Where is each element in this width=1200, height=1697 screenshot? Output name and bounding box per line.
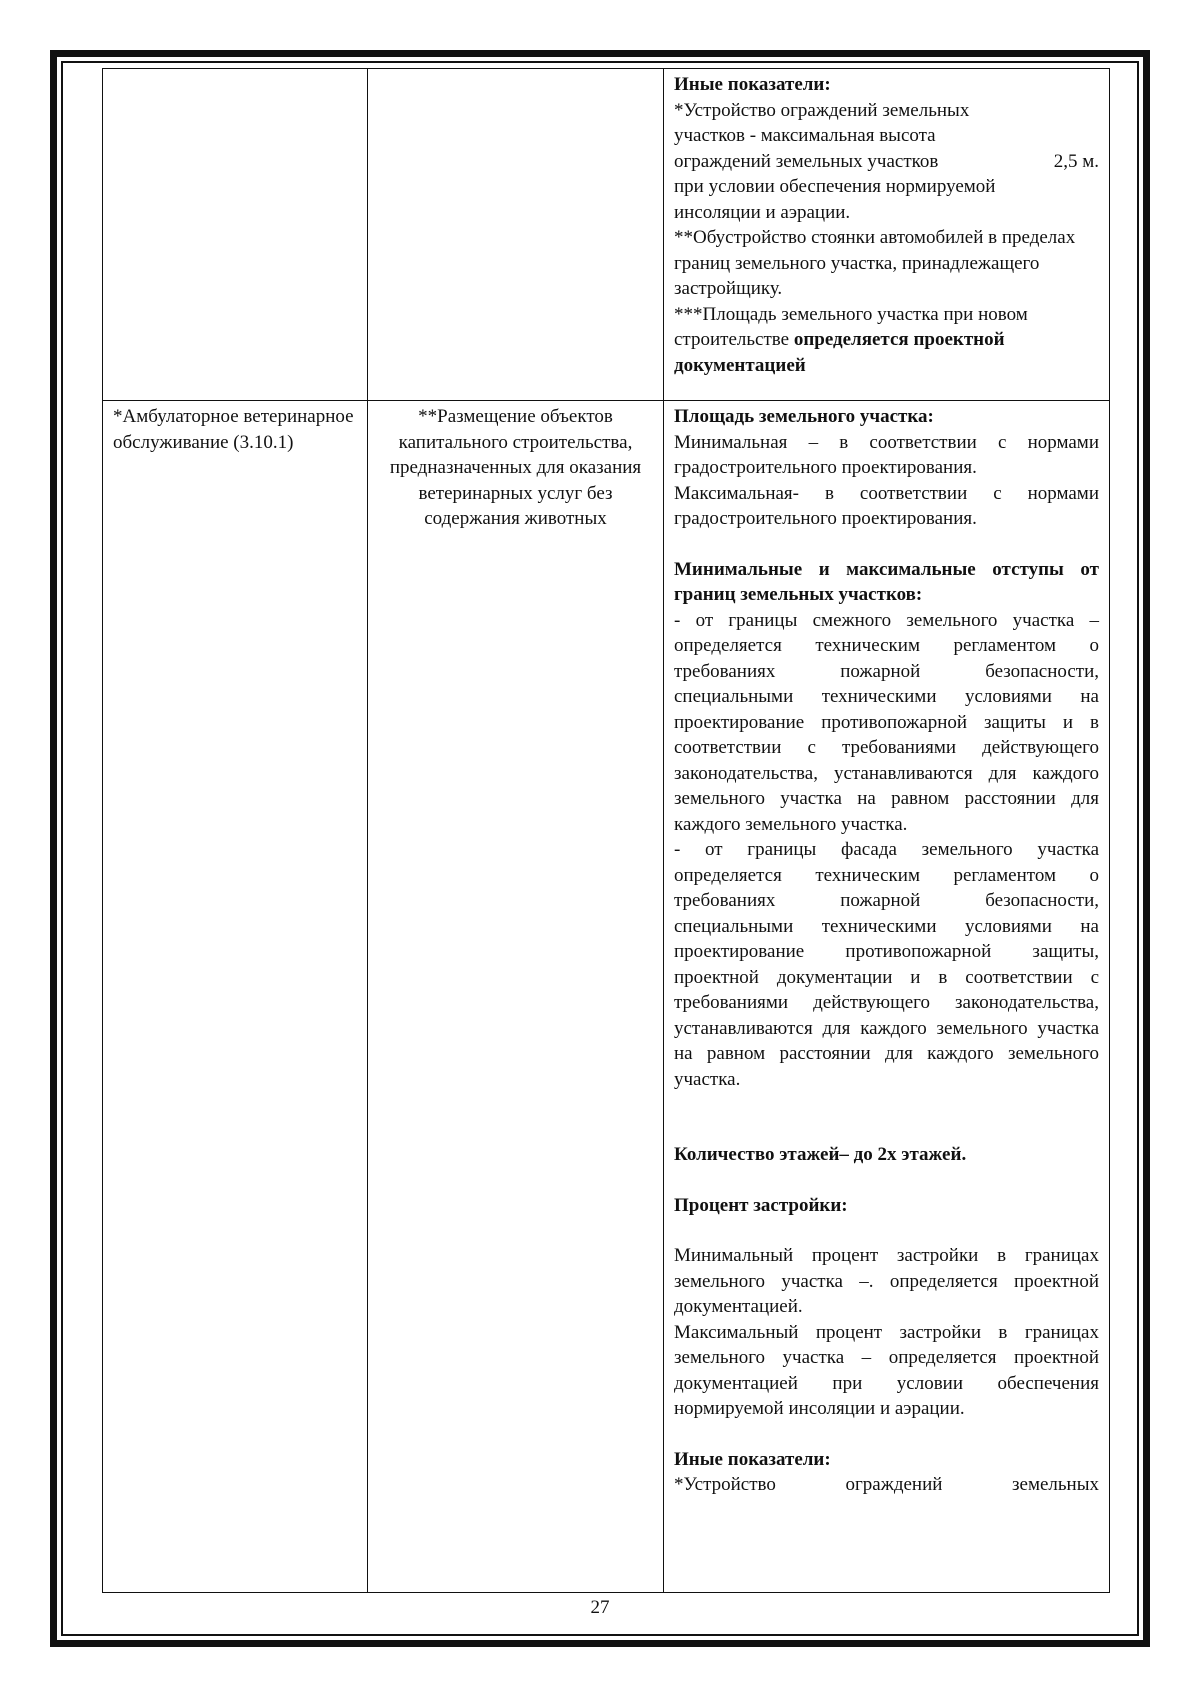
table-row	[103, 69, 1110, 401]
fence-height-value: 2,5 м.	[1053, 150, 1099, 172]
table-row	[103, 401, 1110, 1593]
coverage-max: Максимальный процент застройки в границах земельного участка – определяется проектной документацией при условии обеспечения нормируемой инсоляции и аэрации.	[674, 1321, 1099, 1419]
other-indicators-heading: Иные показатели:	[674, 74, 831, 95]
setback-facade: - от границы фасада земельного участка определяется техническим регламентом о требованиях пожарной безопасности, специальными техническими условиями на проектирование противопожарной защиты, проектной документации и в соответствии с требованиями действующего законодательства, устанавливаются для каждого земельного участка на равном расстоянии для каждого земельного участка.	[674, 839, 1099, 1090]
row1-col3-cell	[664, 69, 1110, 401]
plot-area-bold: определяется проектной документацией	[674, 329, 1005, 376]
fence-line-5: инсоляции и аэрации.	[674, 201, 851, 223]
parameters-cell	[664, 401, 1110, 1593]
plot-area-paragraph	[674, 302, 1099, 379]
fence-line-3	[674, 149, 1099, 175]
row1-col2-cell	[368, 69, 664, 401]
fence-line-3-text: ограждений земельных участков	[674, 150, 939, 172]
setback-adjacent: - от границы смежного земельного участка – определяется техническим регламентом о требованиях пожарной безопасности, специальными техническими условиями на проектирование противопожарной защиты и в соответствии с требованиями действующего законодательства, устанавливаются для каждого земельного участка на равном расстоянии для каждого земельного участка.	[674, 609, 1099, 835]
area-heading: Площадь земельного участка:	[674, 406, 934, 427]
fence-line-4: при условии обеспечения нормируемой	[674, 176, 996, 197]
land-use-type: *Амбулаторное ветеринарное обслуживание (3.10.1)	[113, 406, 354, 453]
fence-line-2: участков - максимальная высота	[674, 125, 936, 146]
fence-line-1: *Устройство ограждений земельных	[674, 99, 970, 121]
coverage-heading: Процент застройки:	[674, 1194, 848, 1216]
area-max: Максимальная- в соответствии с нормами градостроительного проектирования.	[674, 482, 1099, 529]
row1-col1-cell	[103, 69, 368, 401]
fence-line-continued: *Устройство ограждений земельных	[674, 1474, 1099, 1495]
page-number: 27	[590, 1597, 610, 1618]
other-indicators-heading-2: Иные показатели:	[674, 1448, 831, 1470]
permitted-use-description: **Размещение объектов капитального строительства, предназначенных для оказания ветеринарных услуг без содержания животных	[389, 406, 642, 529]
parking-paragraph: **Обустройство стоянки автомобилей в пределах границ земельного участка, принадлежащего застройщику.	[674, 227, 1076, 299]
plot-area-text: ***Площадь земельного участка при новом строительстве	[674, 303, 1028, 350]
regulations-table	[102, 68, 1110, 1593]
coverage-min: Минимальный процент застройки в границах земельного участка –. определяется проектной документацией.	[674, 1245, 1099, 1317]
setback-heading: Минимальные и максимальные отступы от границ земельных участков:	[674, 558, 1099, 605]
land-use-type-cell	[103, 401, 368, 1593]
floors-limit: Количество этажей– до 2х этажей.	[674, 1144, 967, 1165]
permitted-use-cell	[368, 401, 664, 1593]
area-min: Минимальная – в соответствии с нормами градостроительного проектирования.	[674, 431, 1099, 478]
